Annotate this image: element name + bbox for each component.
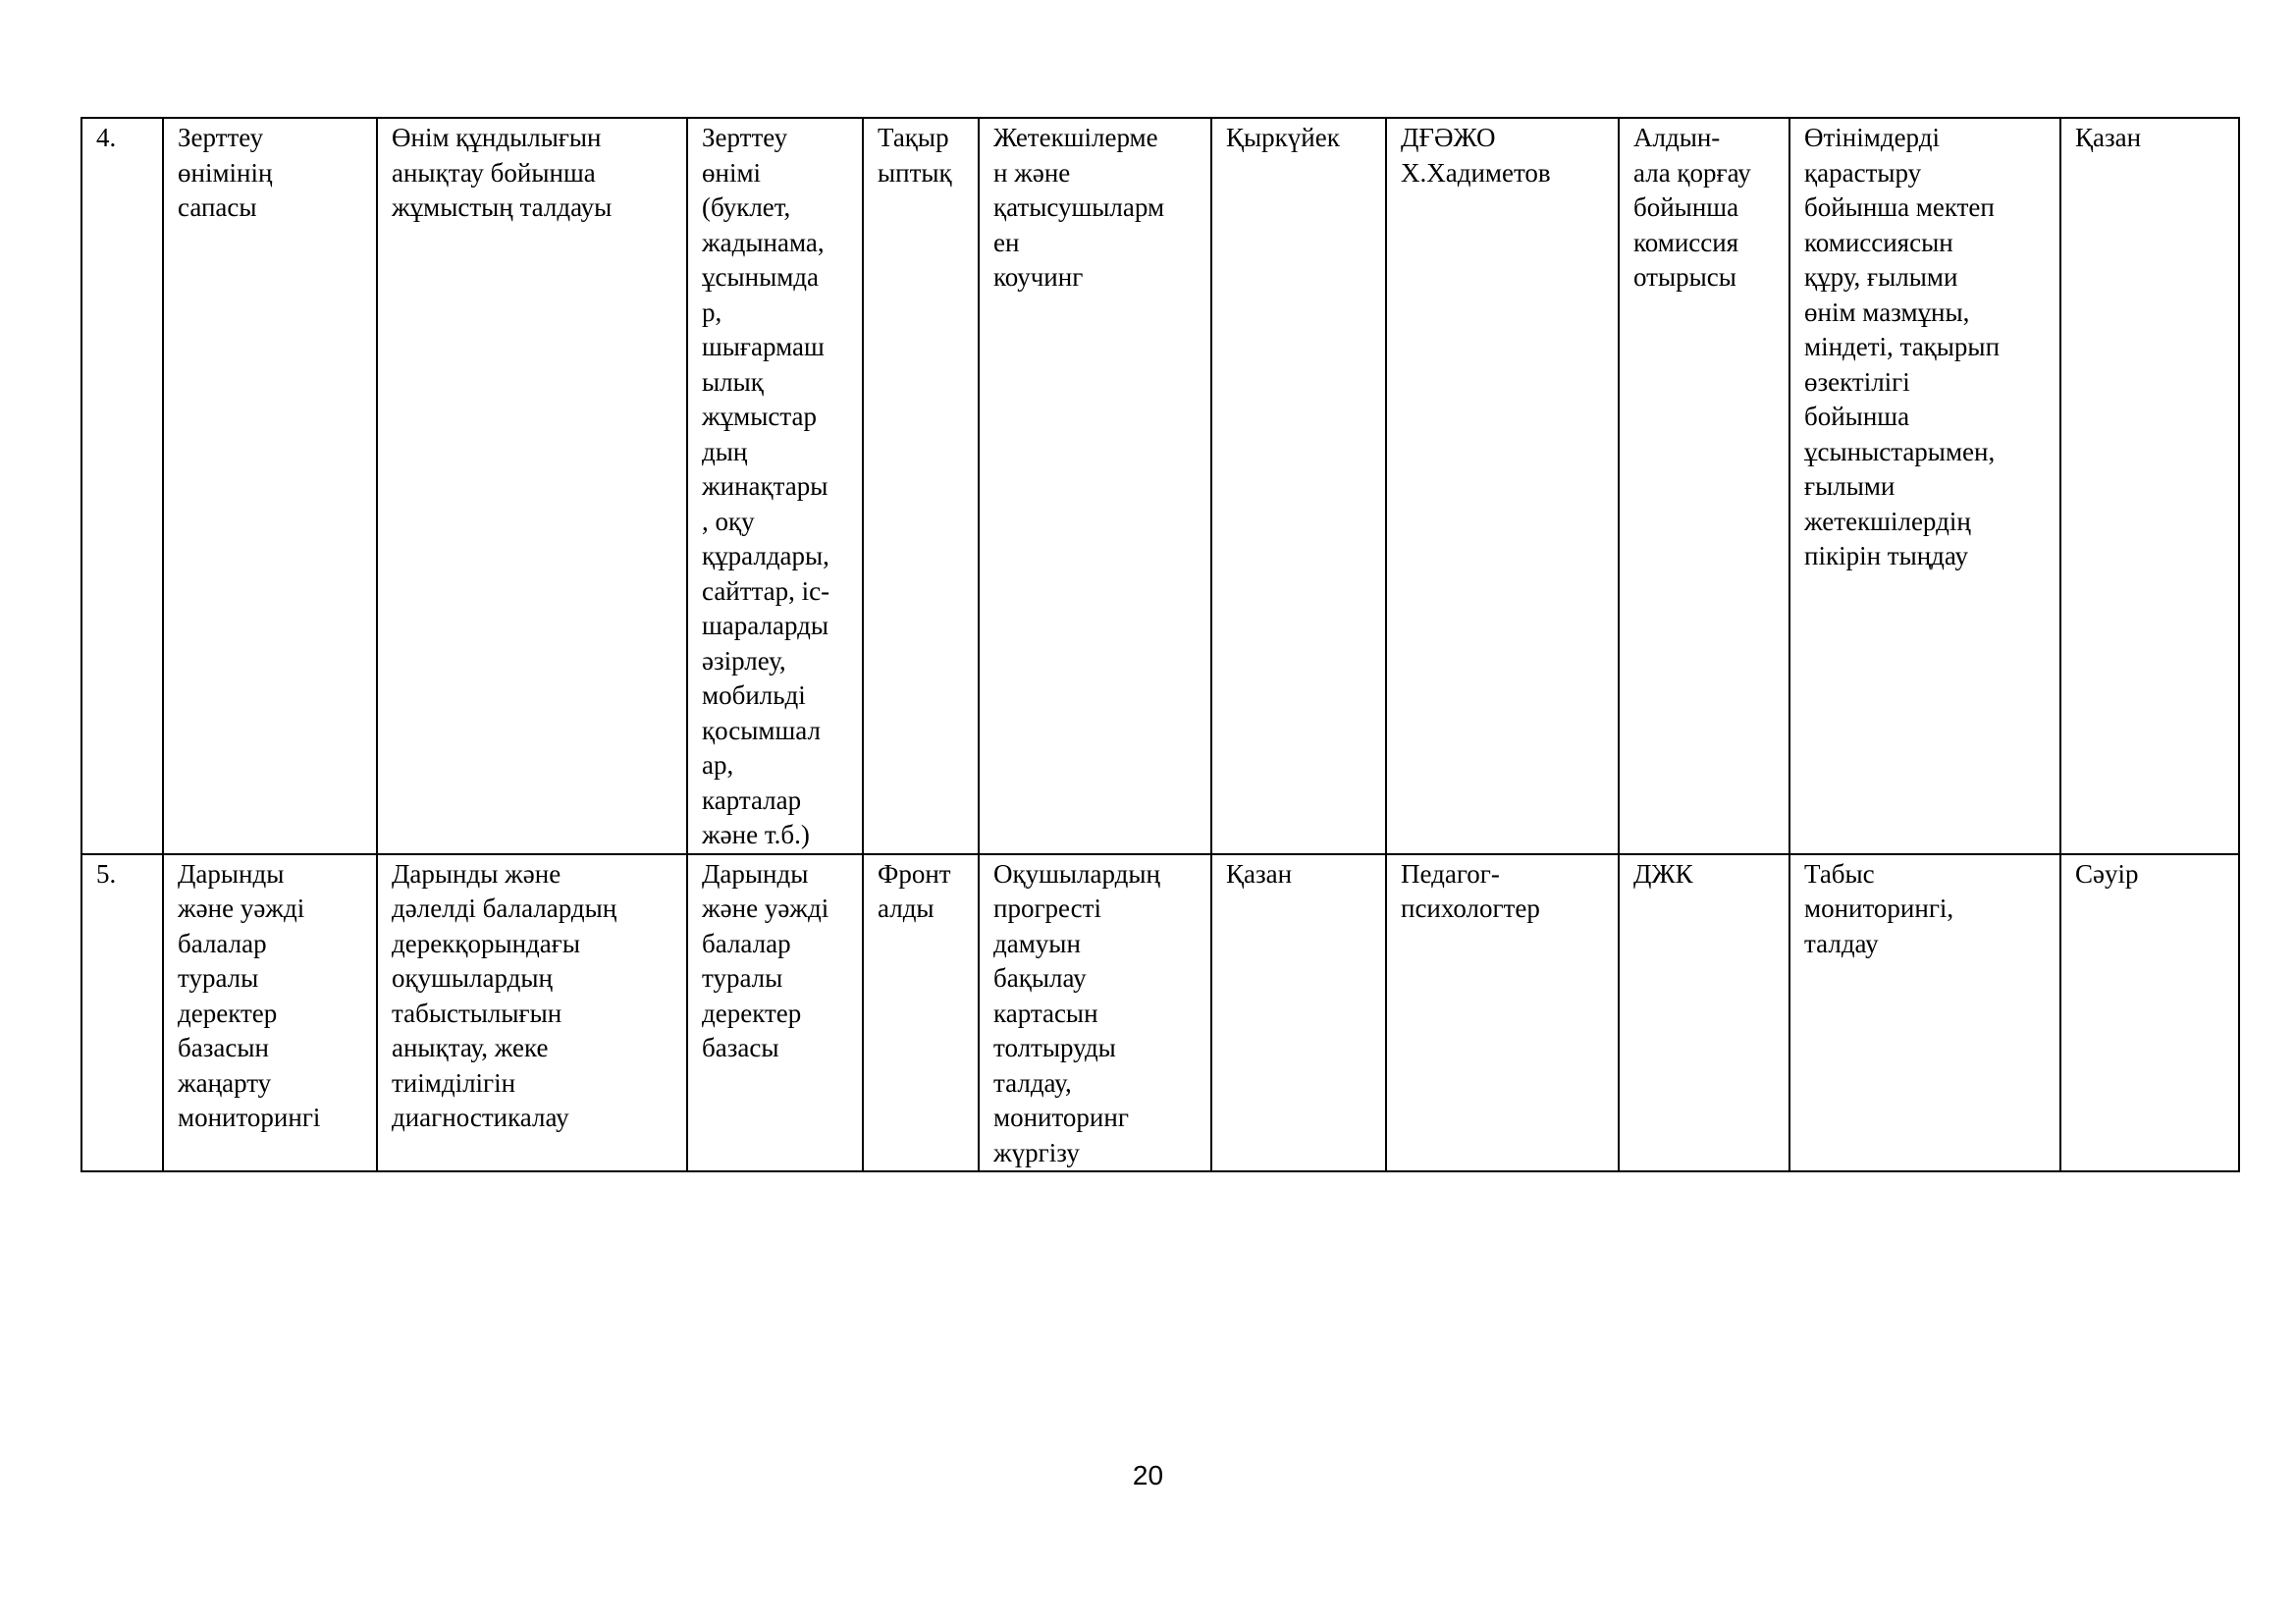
plan-table — [80, 117, 2240, 1172]
table-cell: Табыс мониторингі, талдау — [1789, 854, 2060, 1172]
table-cell: Оқушылардың прогресті дамуын бақылау картасын толтыруды талдау, мониторинг жүргізу — [979, 854, 1211, 1172]
row-number-cell: 5. — [81, 854, 163, 1172]
table-cell: Зерттеу өнімі (буклет, жадынама, ұсынымда р, шығармаш ылық жұмыстар дың жинақтары , оқу құралдары, сайттар, іс- шараларды әзірлеу, мобильді қосымшал ар, карталар және т.б.) — [687, 118, 863, 854]
table-cell: Дарынды және уәжді балалар туралы деректер базасын жаңарту мониторингі — [163, 854, 377, 1172]
table-cell: Фронт алды — [863, 854, 979, 1172]
table-cell: Қазан — [1211, 854, 1386, 1172]
table-cell: Педагог- психологтер — [1386, 854, 1619, 1172]
table-cell: Зерттеу өнімінің сапасы — [163, 118, 377, 854]
table-cell: Сәуір — [2060, 854, 2239, 1172]
table-cell: Қазан — [2060, 118, 2239, 854]
table-cell: Алдын- ала қорғау бойынша комиссия отырысы — [1619, 118, 1789, 854]
table-cell: Өнім құндылығын анықтау бойынша жұмыстың талдауы — [377, 118, 687, 854]
table-row — [81, 854, 2239, 1172]
table-cell: Жетекшілерме н және қатысушыларм ен коучинг — [979, 118, 1211, 854]
table-cell: Қыркүйек — [1211, 118, 1386, 854]
table-cell: ДЖК — [1619, 854, 1789, 1172]
row-number-cell: 4. — [81, 118, 163, 854]
table-cell: Өтінімдерді қарастыру бойынша мектеп комиссиясын құру, ғылыми өнім мазмұны, міндеті, тақырып өзектілігі бойынша ұсыныстарымен, ғылыми жетекшілердің пікірін тыңдау — [1789, 118, 2060, 854]
table-cell: Дарынды және дәлелді балалардың дерекқорындағы оқушылардың табыстылығын анықтау, жеке тиімділігін диагностикалау — [377, 854, 687, 1172]
table-row — [81, 118, 2239, 854]
page-number: 20 — [1132, 1460, 1164, 1490]
table-cell: ДҒӘЖО Х.Хадиметов — [1386, 118, 1619, 854]
table-cell: Дарынды және уәжді балалар туралы деректер базасы — [687, 854, 863, 1172]
table-cell: Тақыр ыптық — [863, 118, 979, 854]
